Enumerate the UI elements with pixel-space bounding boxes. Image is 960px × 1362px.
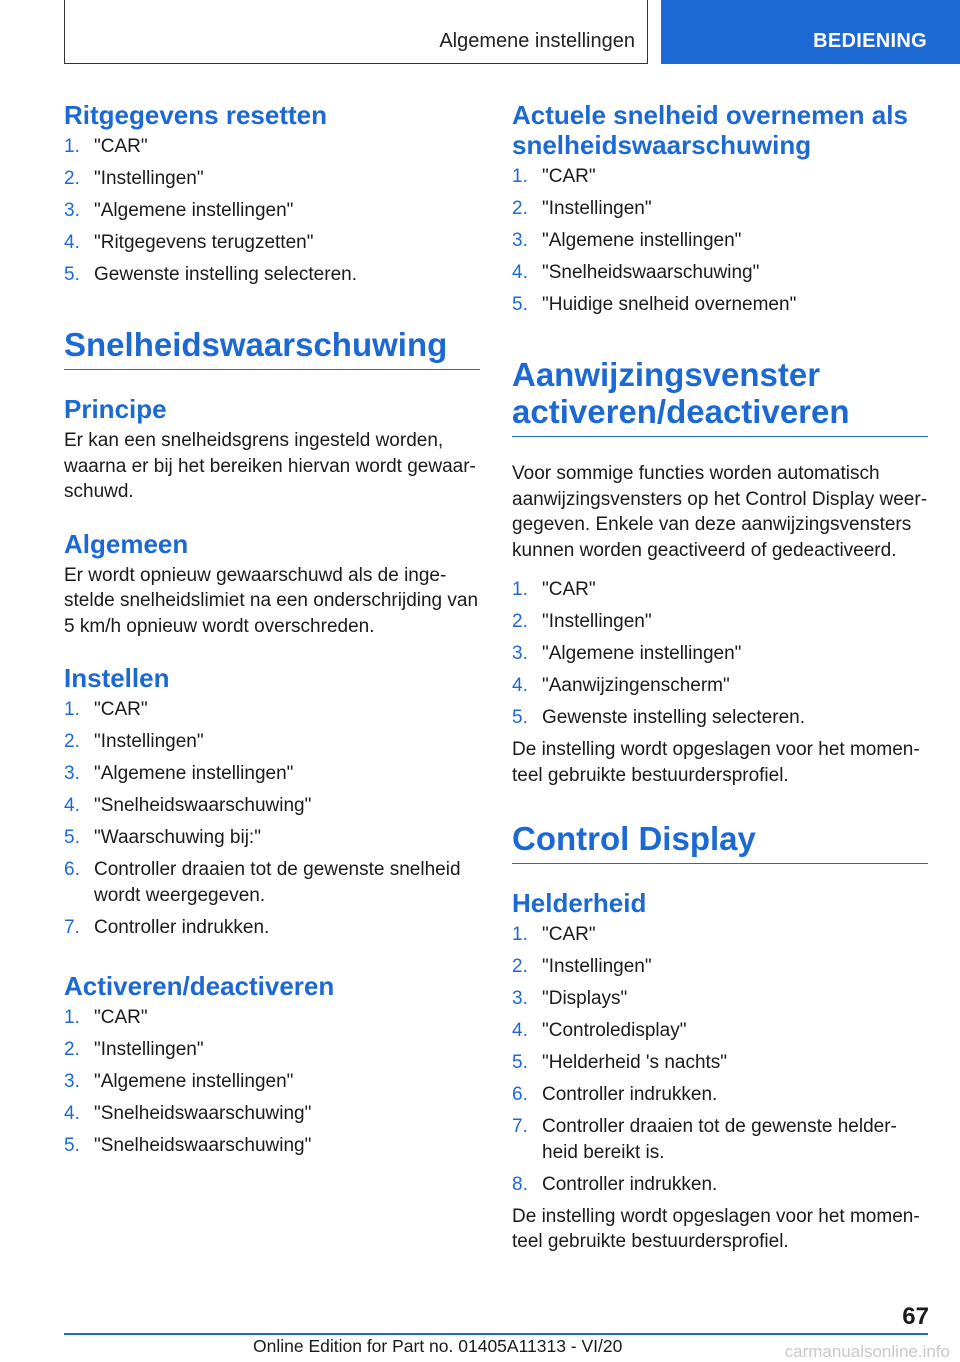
list-item: 1. "CAR" [512, 166, 596, 187]
principe-text: Er kan een snelheidsgrens ingesteld worden, waarna er bij het bereiken hiervan wordt gewaar-schuwd. [64, 430, 476, 502]
header-chapter-box [64, 0, 648, 64]
left-column [64, 100, 480, 1165]
list-item: 4. "Ritgegevens terugzetten" [64, 232, 314, 253]
list-item: 5. Gewenste instelling selecteren. [512, 707, 805, 728]
heading-actuele-snelheid: Actuele snelheid overnemen als snelheidswaarschuwing [512, 100, 908, 160]
list-item: 2. "Instellingen" [64, 1038, 204, 1060]
heading-control-display: Control Display [512, 820, 928, 864]
helderheid-note: De instelling wordt opgeslagen voor het momen-teel gebruikte bestuurdersprofiel. [512, 1205, 920, 1252]
list-item: 3. "Displays" [512, 988, 628, 1009]
page-number: 67 [902, 1303, 929, 1330]
list-activeren [64, 1005, 480, 1159]
list-item: 4. "Aanwijzingenscherm" [512, 675, 730, 696]
list-actuele-snelheid [512, 164, 928, 318]
heading-instellen: Instellen [64, 663, 170, 693]
algemeen-text: Er wordt opnieuw gewaarschuwd als de inge-stelde snelheidslimiet na een onderschrijding van 5 km/h opnieuw wordt overschreden. [64, 564, 479, 637]
watermark: carmanualsonline.info [784, 1342, 950, 1361]
list-item: 4. "Controledisplay" [512, 1020, 687, 1041]
list-item: 4. "Snelheidswaarschuwing" [64, 1102, 312, 1124]
list-item: 1. "CAR" [512, 924, 596, 945]
list-item: 5. "Waarschuwing bij:" [64, 827, 261, 848]
list-item: 3. "Algemene instellingen" [64, 200, 294, 221]
list-item: 1. "CAR" [64, 136, 148, 157]
edition-text: Online Edition for Part no. 01405A11313 - VI/20 [253, 1336, 623, 1356]
list-instellen [64, 697, 480, 940]
list-item: 5. Gewenste instelling selecteren. [64, 264, 357, 285]
list-item: 2. "Instellingen" [512, 956, 652, 977]
list-item: 8. Controller indrukken. [512, 1173, 718, 1195]
list-item: 4. "Snelheidswaarschuwing" [512, 262, 760, 283]
list-helderheid [512, 922, 928, 1197]
list-item: 5. "Huidige snelheid overnemen" [512, 294, 797, 315]
list-item: 2. "Instellingen" [64, 168, 204, 189]
aanwijzing-note: De instelling wordt opgeslagen voor het momen-teel gebruikte bestuurdersprofiel. [512, 739, 920, 786]
list-item: 1. "CAR" [64, 1006, 148, 1028]
heading-helderheid: Helderheid [512, 888, 647, 918]
list-item: 3. "Algemene instellingen" [64, 1070, 294, 1092]
list-item: 1. "CAR" [512, 579, 596, 600]
list-aanwijzing [512, 577, 928, 731]
heading-activeren: Activeren/deactiveren [64, 970, 335, 1001]
list-item: 4. "Snelheidswaarschuwing" [64, 795, 312, 816]
right-column [512, 100, 928, 1255]
list-item: 3. "Algemene instellingen" [64, 763, 294, 784]
heading-aanwijzingsvenster: Aanwijzingsvenster activeren/deactiveren [512, 356, 928, 437]
list-item: 2. "Instellingen" [512, 198, 652, 219]
list-item: 7. Controller indrukken. [64, 916, 270, 938]
heading-ritgegevens: Ritgegevens resetten [64, 100, 327, 130]
heading-principe: Principe [64, 394, 167, 424]
footer-divider [64, 1333, 928, 1335]
list-item: 3. "Algemene instellingen" [512, 230, 742, 251]
list-item: 6. Controller draaien tot de gewenste snelheid wordt weergegeven. [64, 859, 461, 906]
chapter-title: Algemene instellingen [439, 30, 635, 52]
heading-snelheidswaarschuwing: Snelheidswaarschuwing [64, 326, 480, 370]
header-section-tab [661, 0, 960, 64]
list-item: 7. Controller draaien tot de gewenste helder-heid bereikt is. [512, 1116, 897, 1163]
list-item: 3. "Algemene instellingen" [512, 643, 742, 664]
heading-algemeen: Algemeen [64, 528, 189, 559]
list-item: 5. "Helderheid 's nachts" [512, 1052, 728, 1073]
list-item: 2. "Instellingen" [512, 611, 652, 632]
list-item: 5. "Snelheidswaarschuwing" [64, 1134, 312, 1156]
section-label: BEDIENING [813, 30, 927, 52]
list-item: 6. Controller indrukken. [512, 1084, 718, 1105]
list-item: 2. "Instellingen" [64, 731, 204, 752]
list-ritgegevens [64, 134, 480, 288]
list-item: 1. "CAR" [64, 699, 148, 720]
aanwijzing-intro: Voor sommige functies worden automatisch aanwijzingsvensters op het Control Display weer-gegeven. Enkele van deze aanwijzingsvensters kunnen worden geactiveerd of gedeactiveerd. [512, 463, 928, 561]
